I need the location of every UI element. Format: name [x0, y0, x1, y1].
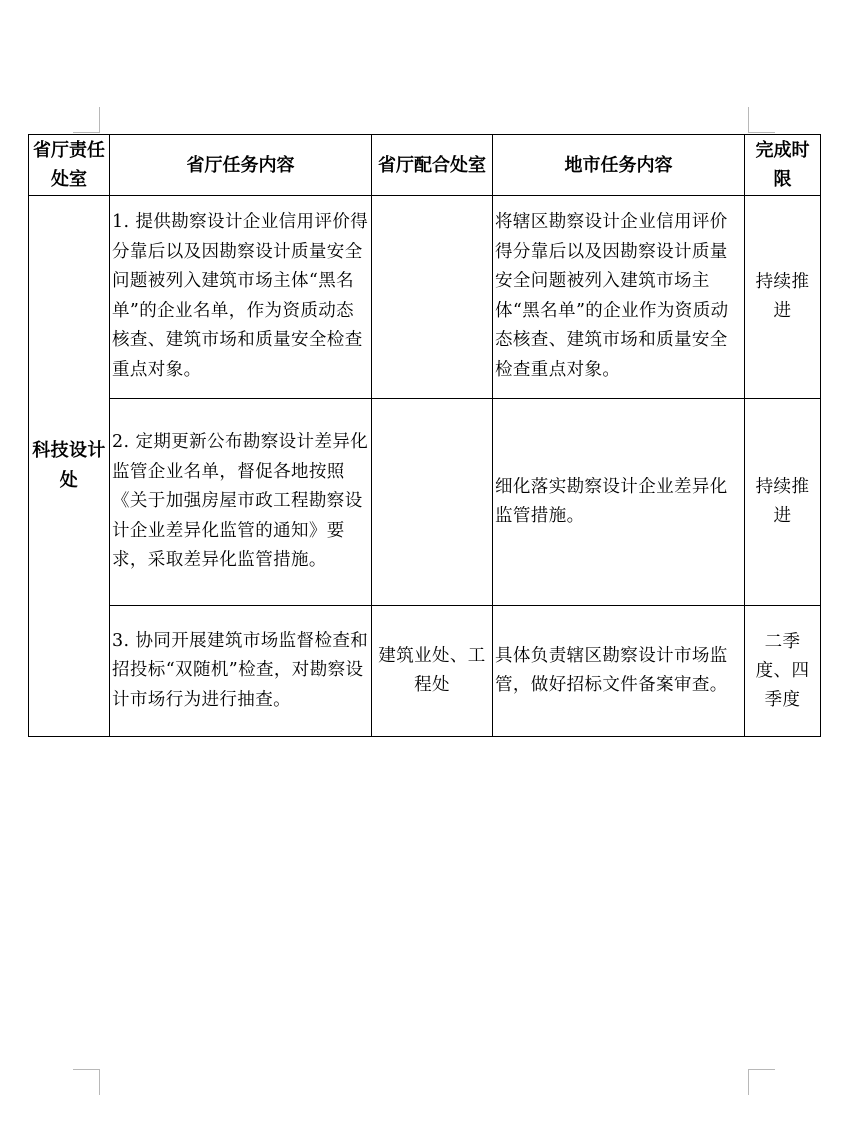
- crop-mark-bottom-right-h: [749, 1069, 775, 1070]
- table-row: [29, 399, 821, 606]
- crop-mark-top-left: [99, 107, 100, 133]
- header-provincial-task: 省厅任务内容: [110, 135, 372, 196]
- header-cooperating-dept: 省厅配合处室: [372, 135, 493, 196]
- task-table: [28, 134, 821, 737]
- crop-mark-top-right: [748, 107, 749, 133]
- deadline-cell: 持续推进: [745, 399, 821, 606]
- local-task-text: 将辖区勘察设计企业信用评价得分靠后以及因勘察设计质量安全问题被列入建筑市场主体“黑名单”的企业作为资质动态核查、建筑市场和质量安全检查重点对象。: [495, 212, 729, 380]
- table-header-row: [29, 135, 821, 196]
- table-row: [29, 606, 821, 737]
- deadline-cell: 二季度、四季度: [745, 606, 821, 737]
- crop-mark-top-left-h: [73, 132, 99, 133]
- table-row: [29, 196, 821, 399]
- local-task-cell: [493, 196, 745, 399]
- provincial-task-cell: 3. 协同开展建筑市场监督检查和招投标“双随机”检查，对勘察设计市场行为进行抽查。: [110, 606, 372, 737]
- header-dept: 省厅责任处室: [29, 135, 110, 196]
- local-task-cell: 具体负责辖区勘察设计市场监管，做好招标文件备案审查。: [493, 606, 745, 737]
- crop-mark-bottom-left: [99, 1069, 100, 1095]
- local-task-cell: 细化落实勘察设计企业差异化监管措施。: [493, 399, 745, 606]
- crop-mark-bottom-left-h: [73, 1069, 99, 1070]
- cooperating-dept-cell: [372, 399, 493, 606]
- crop-mark-bottom-right: [748, 1069, 749, 1095]
- provincial-task-text: 1. 提供勘察设计企业信用评价得分靠后以及因勘察设计质量安全问题被列入建筑市场主体“黑名单”的企业名单，作为资质动态核查、建筑市场和质量安全检查重点对象。: [112, 212, 369, 380]
- responsible-dept-cell: 科技设计处: [29, 196, 110, 737]
- provincial-task-cell: 2. 定期更新公布勘察设计差异化监管企业名单，督促各地按照《关于加强房屋市政工程勘察设计企业差异化监管的通知》要求，采取差异化监管措施。: [110, 399, 372, 606]
- deadline-cell: 持续推进: [745, 196, 821, 399]
- header-local-task: 地市任务内容: [493, 135, 745, 196]
- header-deadline: 完成时限: [745, 135, 821, 196]
- cooperating-dept-cell: 建筑业处、工程处: [372, 606, 493, 737]
- cooperating-dept-cell: [372, 196, 493, 399]
- provincial-task-cell: [110, 196, 372, 399]
- crop-mark-top-right-h: [749, 132, 775, 133]
